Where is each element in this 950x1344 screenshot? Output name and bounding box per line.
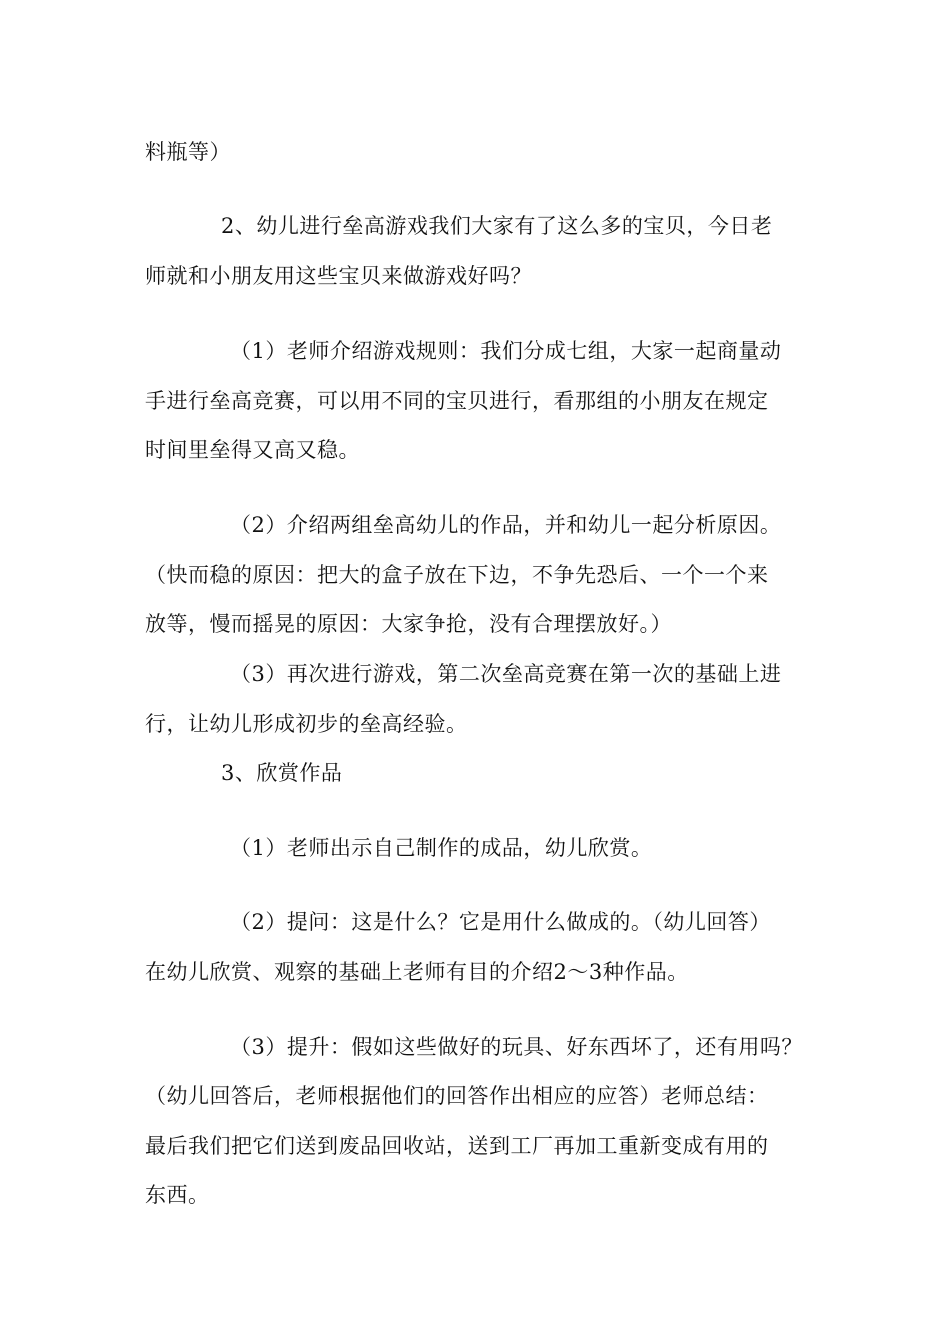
paragraph-line: （1）老师出示自己制作的成品，幼儿欣赏。 xyxy=(230,836,653,860)
paragraph-line: （1）老师介绍游戏规则：我们分成七组，大家一起商量动 xyxy=(230,339,782,363)
paragraph-line: 东西。 xyxy=(145,1183,210,1207)
paragraph-line: （快而稳的原因：把大的盒子放在下边，不争先恐后、一个一个来 xyxy=(145,563,769,587)
paragraph-line: （3）再次进行游戏，第二次垒高竞赛在第一次的基础上进 xyxy=(230,662,782,686)
paragraph-line: 最后我们把它们送到废品回收站，送到工厂再加工重新变成有用的 xyxy=(145,1134,769,1158)
paragraph-line: 时间里垒得又高又稳。 xyxy=(145,438,360,462)
paragraph-line: 手进行垒高竞赛，可以用不同的宝贝进行，看那组的小朋友在规定 xyxy=(145,389,769,413)
paragraph-line: 在幼儿欣赏、观察的基础上老师有目的介绍2～3种作品。 xyxy=(145,960,689,984)
paragraph-line: （幼儿回答后，老师根据他们的回答作出相应的应答）老师总结： xyxy=(145,1084,769,1108)
paragraph-line: 师就和小朋友用这些宝贝来做游戏好吗？ xyxy=(145,264,532,288)
section-heading: 3、欣赏作品 xyxy=(221,761,343,785)
paragraph-line: 放等，慢而摇晃的原因：大家争抢，没有合理摆放好。） xyxy=(145,612,672,636)
paragraph-line: （2）介绍两组垒高幼儿的作品，并和幼儿一起分析原因。 xyxy=(230,513,782,537)
paragraph-line: （2）提问：这是什么？它是用什么做成的。（幼儿回答） xyxy=(230,910,771,934)
paragraph-line: 行，让幼儿形成初步的垒高经验。 xyxy=(145,712,468,736)
paragraph-line: （3）提升：假如这些做好的玩具、好东西坏了，还有用吗？ xyxy=(230,1035,803,1059)
paragraph-line: 2、幼儿进行垒高游戏我们大家有了这么多的宝贝，今日老 xyxy=(221,214,773,238)
paragraph-line: 料瓶等） xyxy=(145,140,231,164)
